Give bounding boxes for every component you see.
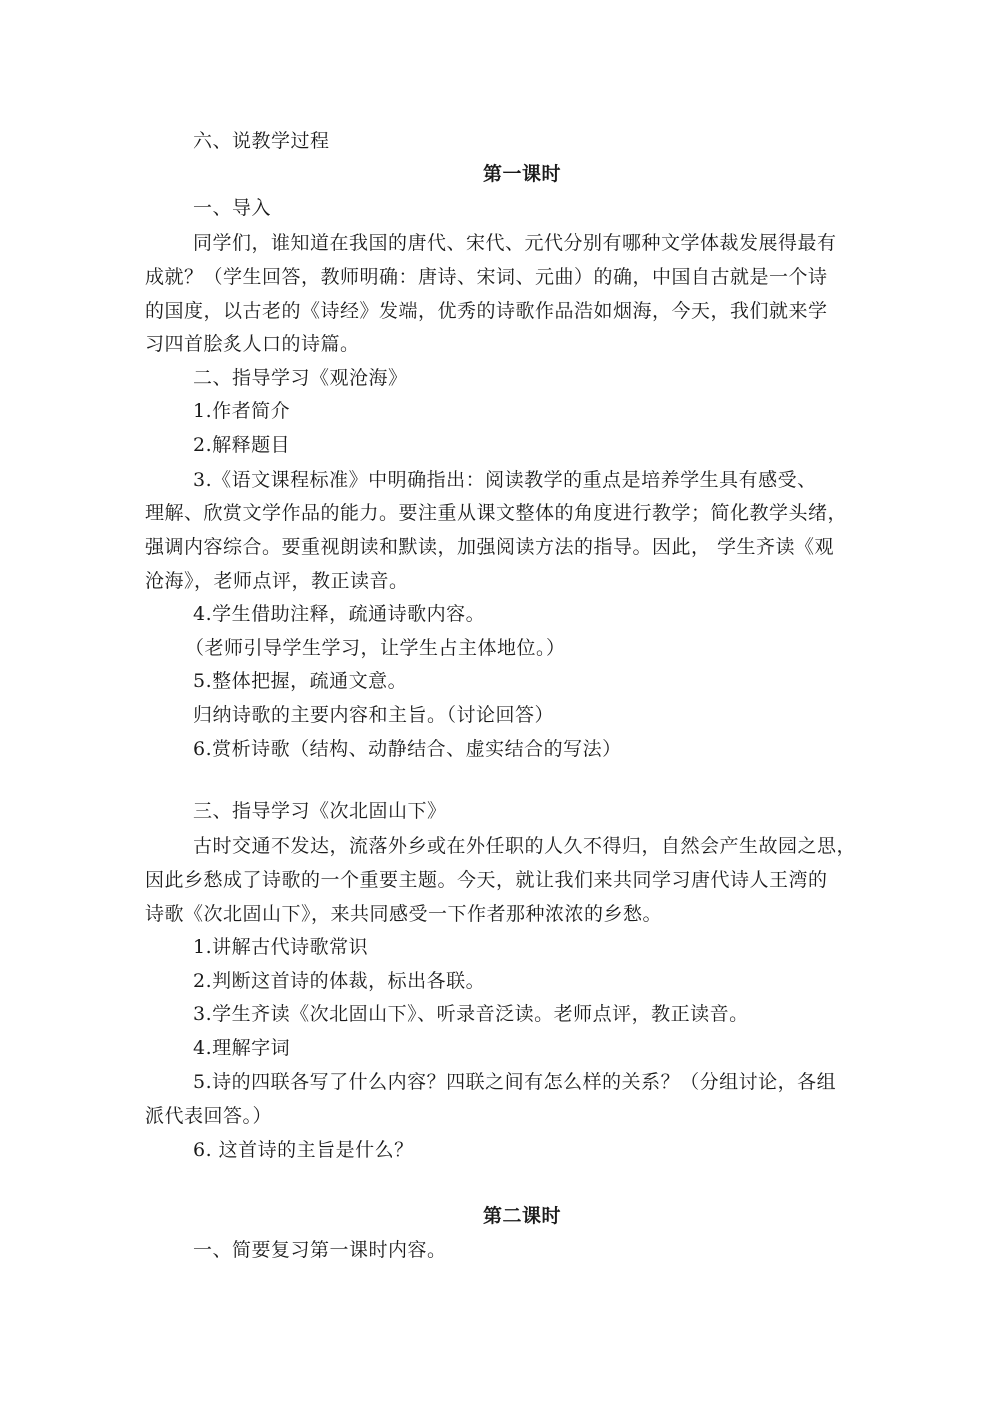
part2-note: （老师引导学生学习，让学生占主体地位。）: [185, 637, 566, 659]
part2-item-3-line-1: 3.《语文课程标准》中明确指出：阅读教学的重点是培养学生具有感受、: [193, 469, 817, 491]
part3-item-6: 6. 这首诗的主旨是什么？: [193, 1139, 414, 1161]
part3-item-5-line-1: 5.诗的四联各写了什么内容？四联之间有怎么样的关系？（分组讨论，各组: [193, 1071, 837, 1093]
part3-item-5-line-2: 派代表回答。）: [145, 1105, 273, 1127]
part3-item-1: 1.讲解古代诗歌常识: [193, 936, 369, 958]
lesson1-part3-heading: 三、指导学习《次北固山下》: [193, 800, 447, 822]
part2-item-6: 6.赏析诗歌（结构、动静结合、虚实结合的写法）: [193, 738, 622, 760]
part2-item-5: 5.整体把握，疏通文意。: [193, 670, 408, 692]
lesson1-title: 第一课时: [483, 163, 562, 185]
part3-para-line-3: 诗歌《次北固山下》，来共同感受一下作者那种浓浓的乡愁。: [145, 903, 663, 925]
part2-item-3-line-4: 沧海》，老师点评，教正读音。: [145, 570, 409, 592]
intro-para-line-4: 习四首脍炙人口的诗篇。: [145, 333, 360, 355]
part2-item-1: 1.作者简介: [193, 400, 291, 422]
part3-item-3: 3.学生齐读《次北固山下》、听录音泛读。老师点评，教正读音。: [193, 1003, 749, 1025]
part2-item-2: 2.解释题目: [193, 434, 291, 456]
lesson1-part2-heading: 二、指导学习《观沧海》: [193, 367, 408, 389]
part2-item-4: 4.学生借助注释，疏通诗歌内容。: [193, 603, 486, 625]
lesson2-title: 第二课时: [483, 1205, 562, 1227]
part2-summary: 归纳诗歌的主要内容和主旨。（讨论回答）: [193, 704, 555, 726]
section-heading: 六、说教学过程: [193, 130, 330, 152]
part2-item-3-line-3: 强调内容综合。要重视朗读和默读，加强阅读方法的指导。因此， 学生齐读《观: [145, 536, 835, 558]
lesson1-part1-heading: 一、导入: [193, 197, 272, 219]
part3-para-line-1: 古时交通不发达，流落外乡或在外任职的人久不得归，自然会产生故园之思，: [193, 835, 857, 857]
lesson2-part1-heading: 一、简要复习第一课时内容。: [193, 1239, 447, 1261]
part3-item-4: 4.理解字词: [193, 1037, 291, 1059]
intro-para-line-2: 成就？（学生回答，教师明确：唐诗、宋词、元曲）的确，中国自古就是一个诗: [145, 266, 828, 288]
part2-item-3-line-2: 理解、欣赏文学作品的能力。要注重从课文整体的角度进行教学；简化教学头绪，: [145, 502, 848, 524]
part3-para-line-2: 因此乡愁成了诗歌的一个重要主题。今天，就让我们来共同学习唐代诗人王湾的: [145, 869, 828, 891]
part3-item-2: 2.判断这首诗的体裁，标出各联。: [193, 970, 486, 992]
intro-para-line-3: 的国度，以古老的《诗经》发端，优秀的诗歌作品浩如烟海，今天，我们就来学: [145, 300, 828, 322]
intro-para-line-1: 同学们，谁知道在我国的唐代、宋代、元代分别有哪种文学体裁发展得最有: [193, 232, 837, 254]
